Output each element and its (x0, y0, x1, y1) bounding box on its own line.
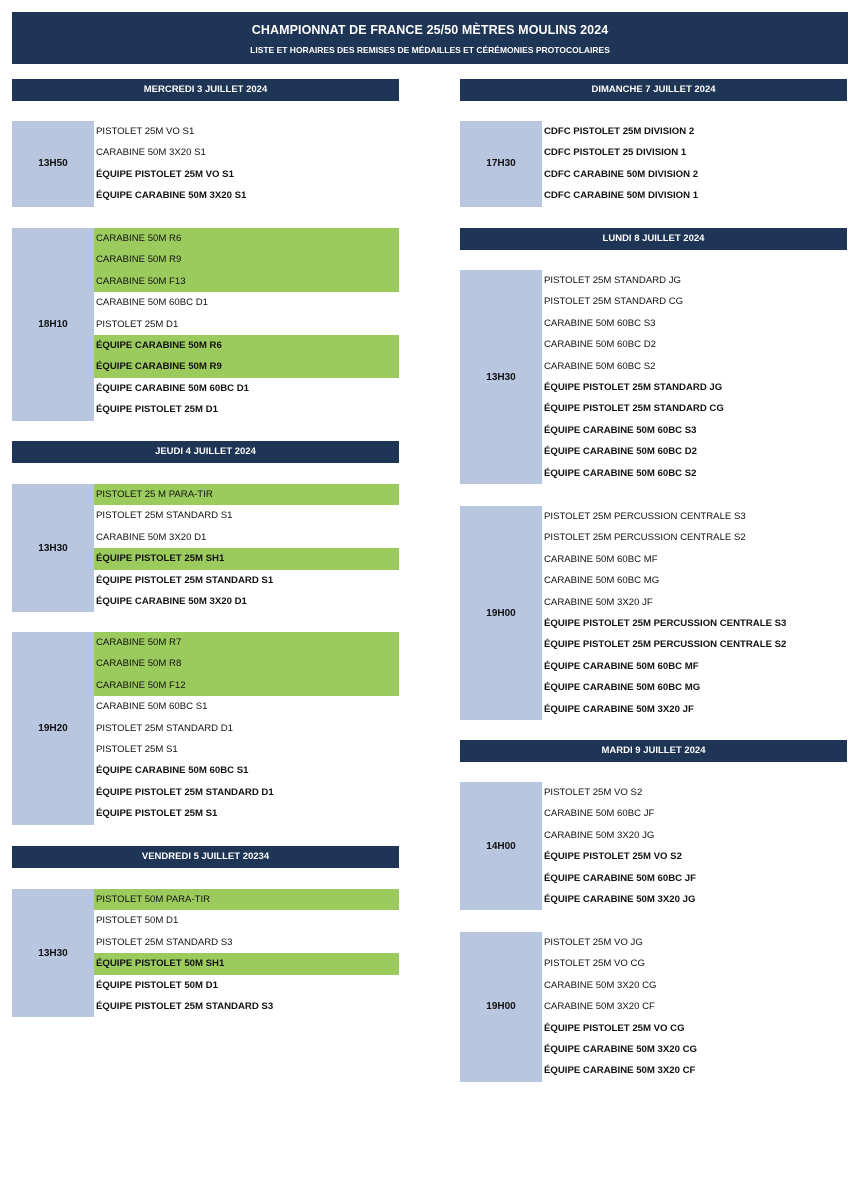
event-row: ÉQUIPE CARABINE 50M R9 (94, 356, 399, 377)
ceremony-session (460, 270, 847, 484)
event-row: CDFC PISTOLET 25 DIVISION 1 (544, 147, 687, 159)
event-row: CARABINE 50M R8 (94, 653, 399, 674)
ceremony-session (12, 484, 399, 612)
event-row: ÉQUIPE CARABINE 50M 3X20 D1 (96, 596, 247, 607)
ceremony-session (12, 632, 399, 825)
event-row: CDFC CARABINE 50M DIVISION 1 (544, 190, 699, 202)
event-row: ÉQUIPE CARABINE 50M 3X20 JF (544, 703, 694, 715)
event-row: CARABINE 50M 60BC D2 (544, 339, 656, 351)
event-row: PISTOLET 50M D1 (96, 915, 179, 927)
event-row: PISTOLET 25M VO JG (544, 937, 643, 948)
event-row: ÉQUIPE CARABINE 50M 60BC D1 (96, 382, 250, 394)
ceremony-session (12, 889, 399, 1017)
event-row: CARABINE 50M F12 (94, 675, 399, 696)
event-row: ÉQUIPE CARABINE 50M 60BC S2 (544, 467, 697, 479)
event-row: CDFC PISTOLET 25M DIVISION 2 (544, 126, 695, 137)
event-row: ÉQUIPE PISTOLET 25M STANDARD D1 (96, 786, 274, 798)
day-header: MERCREDI 3 JUILLET 2024 (12, 79, 399, 101)
event-row: PISTOLET 25M STANDARD CG (544, 296, 684, 308)
event-row: ÉQUIPE CARABINE 50M 3X20 CG (544, 1044, 698, 1055)
event-row: PISTOLET 50M PARA-TIR (94, 889, 399, 910)
session-time: 13H50 (12, 121, 94, 207)
event-row: CARABINE 50M 60BC S2 (544, 360, 656, 372)
event-row: CARABINE 50M R7 (94, 632, 399, 653)
event-row: ÉQUIPE CARABINE 50M 60BC MG (544, 682, 701, 694)
event-row: CARABINE 50M 3X20 CF (544, 1001, 655, 1013)
event-row: ÉQUIPE PISTOLET 25M SH1 (94, 548, 399, 569)
event-row: ÉQUIPE PISTOLET 25M STANDARD JG (544, 382, 723, 393)
ceremony-session (460, 506, 847, 720)
event-row: CARABINE 50M 60BC S3 (544, 317, 656, 329)
page-title: CHAMPIONNAT DE FRANCE 25/50 MÈTRES MOULINS 2024 (251, 23, 609, 37)
event-row: PISTOLET 25M PERCUSSION CENTRALE S3 (544, 511, 746, 522)
event-row: CARABINE 50M 3X20 CG (544, 979, 657, 991)
event-row: CARABINE 50M 3X20 S1 (96, 147, 206, 159)
session-time: 14H00 (460, 782, 542, 910)
event-row: PISTOLET 25M STANDARD D1 (96, 722, 234, 734)
event-row: ÉQUIPE PISTOLET 25M STANDARD S1 (96, 574, 274, 586)
event-row: ÉQUIPE PISTOLET 50M SH1 (94, 953, 399, 974)
event-row: PISTOLET 25M STANDARD S1 (96, 510, 233, 522)
event-row: ÉQUIPE CARABINE 50M 60BC S3 (544, 424, 697, 436)
ceremony-session (460, 932, 847, 1082)
event-row: PISTOLET 25M D1 (96, 318, 179, 330)
day-header: JEUDI 4 JUILLET 2024 (12, 441, 399, 463)
event-row: ÉQUIPE PISTOLET 25M STANDARD CG (544, 403, 724, 415)
event-row: CARABINE 50M R9 (94, 249, 399, 270)
event-row: CARABINE 50M 3X20 D1 (96, 531, 207, 543)
event-row: ÉQUIPE PISTOLET 25M S1 (96, 808, 218, 820)
session-time: 13H30 (12, 484, 94, 612)
event-row: ÉQUIPE CARABINE 50M 3X20 CF (544, 1065, 696, 1077)
ceremony-session (12, 121, 399, 207)
event-row: ÉQUIPE CARABINE 50M 3X20 JG (544, 894, 696, 905)
page-subtitle: LISTE ET HORAIRES DES REMISES DE MÉDAILLES ET CÉRÉMONIES PROTOCOLAIRES (250, 45, 610, 55)
event-row: PISTOLET 25M STANDARD JG (544, 275, 682, 286)
event-row: CARABINE 50M R6 (94, 228, 399, 249)
event-row: ÉQUIPE PISTOLET 25M VO S1 (96, 168, 234, 180)
ceremony-session (460, 782, 847, 910)
event-row: ÉQUIPE CARABINE 50M 60BC MF (544, 660, 699, 672)
event-row: ÉQUIPE PISTOLET 25M D1 (96, 404, 218, 416)
event-row: ÉQUIPE CARABINE 50M 60BC JF (544, 872, 696, 884)
event-row: CARABINE 50M 60BC JF (544, 808, 655, 820)
day-header: LUNDI 8 JUILLET 2024 (460, 228, 847, 250)
event-row: ÉQUIPE CARABINE 50M R6 (94, 335, 399, 356)
session-time: 19H20 (12, 632, 94, 825)
event-row: ÉQUIPE PISTOLET 25M VO CG (544, 1022, 685, 1034)
event-row: CARABINE 50M 60BC MG (544, 575, 660, 587)
event-row: ÉQUIPE PISTOLET 25M PERCUSSION CENTRALE S2 (544, 639, 787, 651)
event-row: ÉQUIPE PISTOLET 25M STANDARD S3 (96, 1001, 274, 1012)
event-row: CARABINE 50M 60BC MF (544, 553, 658, 565)
session-time: 19H00 (460, 932, 542, 1082)
event-row: ÉQUIPE PISTOLET 50M D1 (96, 979, 218, 991)
event-row: CARABINE 50M 3X20 JF (544, 596, 653, 608)
ceremony-session (460, 121, 847, 207)
event-row: ÉQUIPE CARABINE 50M 60BC D2 (544, 446, 698, 458)
day-header: DIMANCHE 7 JUILLET 2024 (460, 79, 847, 101)
event-row: PISTOLET 25M S1 (96, 744, 178, 755)
event-row: ÉQUIPE PISTOLET 25M PERCUSSION CENTRALE S3 (544, 618, 787, 629)
session-time: 19H00 (460, 506, 542, 720)
session-time: 13H30 (460, 270, 542, 484)
event-row: PISTOLET 25M VO S1 (96, 126, 195, 137)
event-row: CARABINE 50M 3X20 JG (544, 829, 655, 841)
event-row: PISTOLET 25M PERCUSSION CENTRALE S2 (544, 532, 746, 544)
day-header: MARDI 9 JUILLET 2024 (460, 740, 847, 762)
session-time: 18H10 (12, 228, 94, 421)
ceremony-session (12, 228, 399, 421)
event-row: CDFC CARABINE 50M DIVISION 2 (544, 168, 699, 180)
event-row: ÉQUIPE PISTOLET 25M VO S2 (544, 851, 682, 863)
event-row: PISTOLET 25M VO S2 (544, 787, 643, 798)
event-row: CARABINE 50M 60BC D1 (96, 297, 208, 309)
event-row: PISTOLET 25M VO CG (544, 958, 645, 970)
event-row: CARABINE 50M F13 (94, 271, 399, 292)
session-time: 13H30 (12, 889, 94, 1017)
event-row: CARABINE 50M 60BC S1 (96, 701, 208, 713)
session-time: 17H30 (460, 121, 542, 207)
event-row: ÉQUIPE CARABINE 50M 3X20 S1 (96, 190, 247, 202)
event-row: PISTOLET 25M STANDARD S3 (96, 936, 233, 948)
page-header (12, 12, 848, 64)
event-row: PISTOLET 25 M PARA-TIR (94, 484, 399, 505)
day-header: VENDREDI 5 JUILLET 20234 (12, 846, 399, 868)
event-row: ÉQUIPE CARABINE 50M 60BC S1 (96, 765, 249, 777)
